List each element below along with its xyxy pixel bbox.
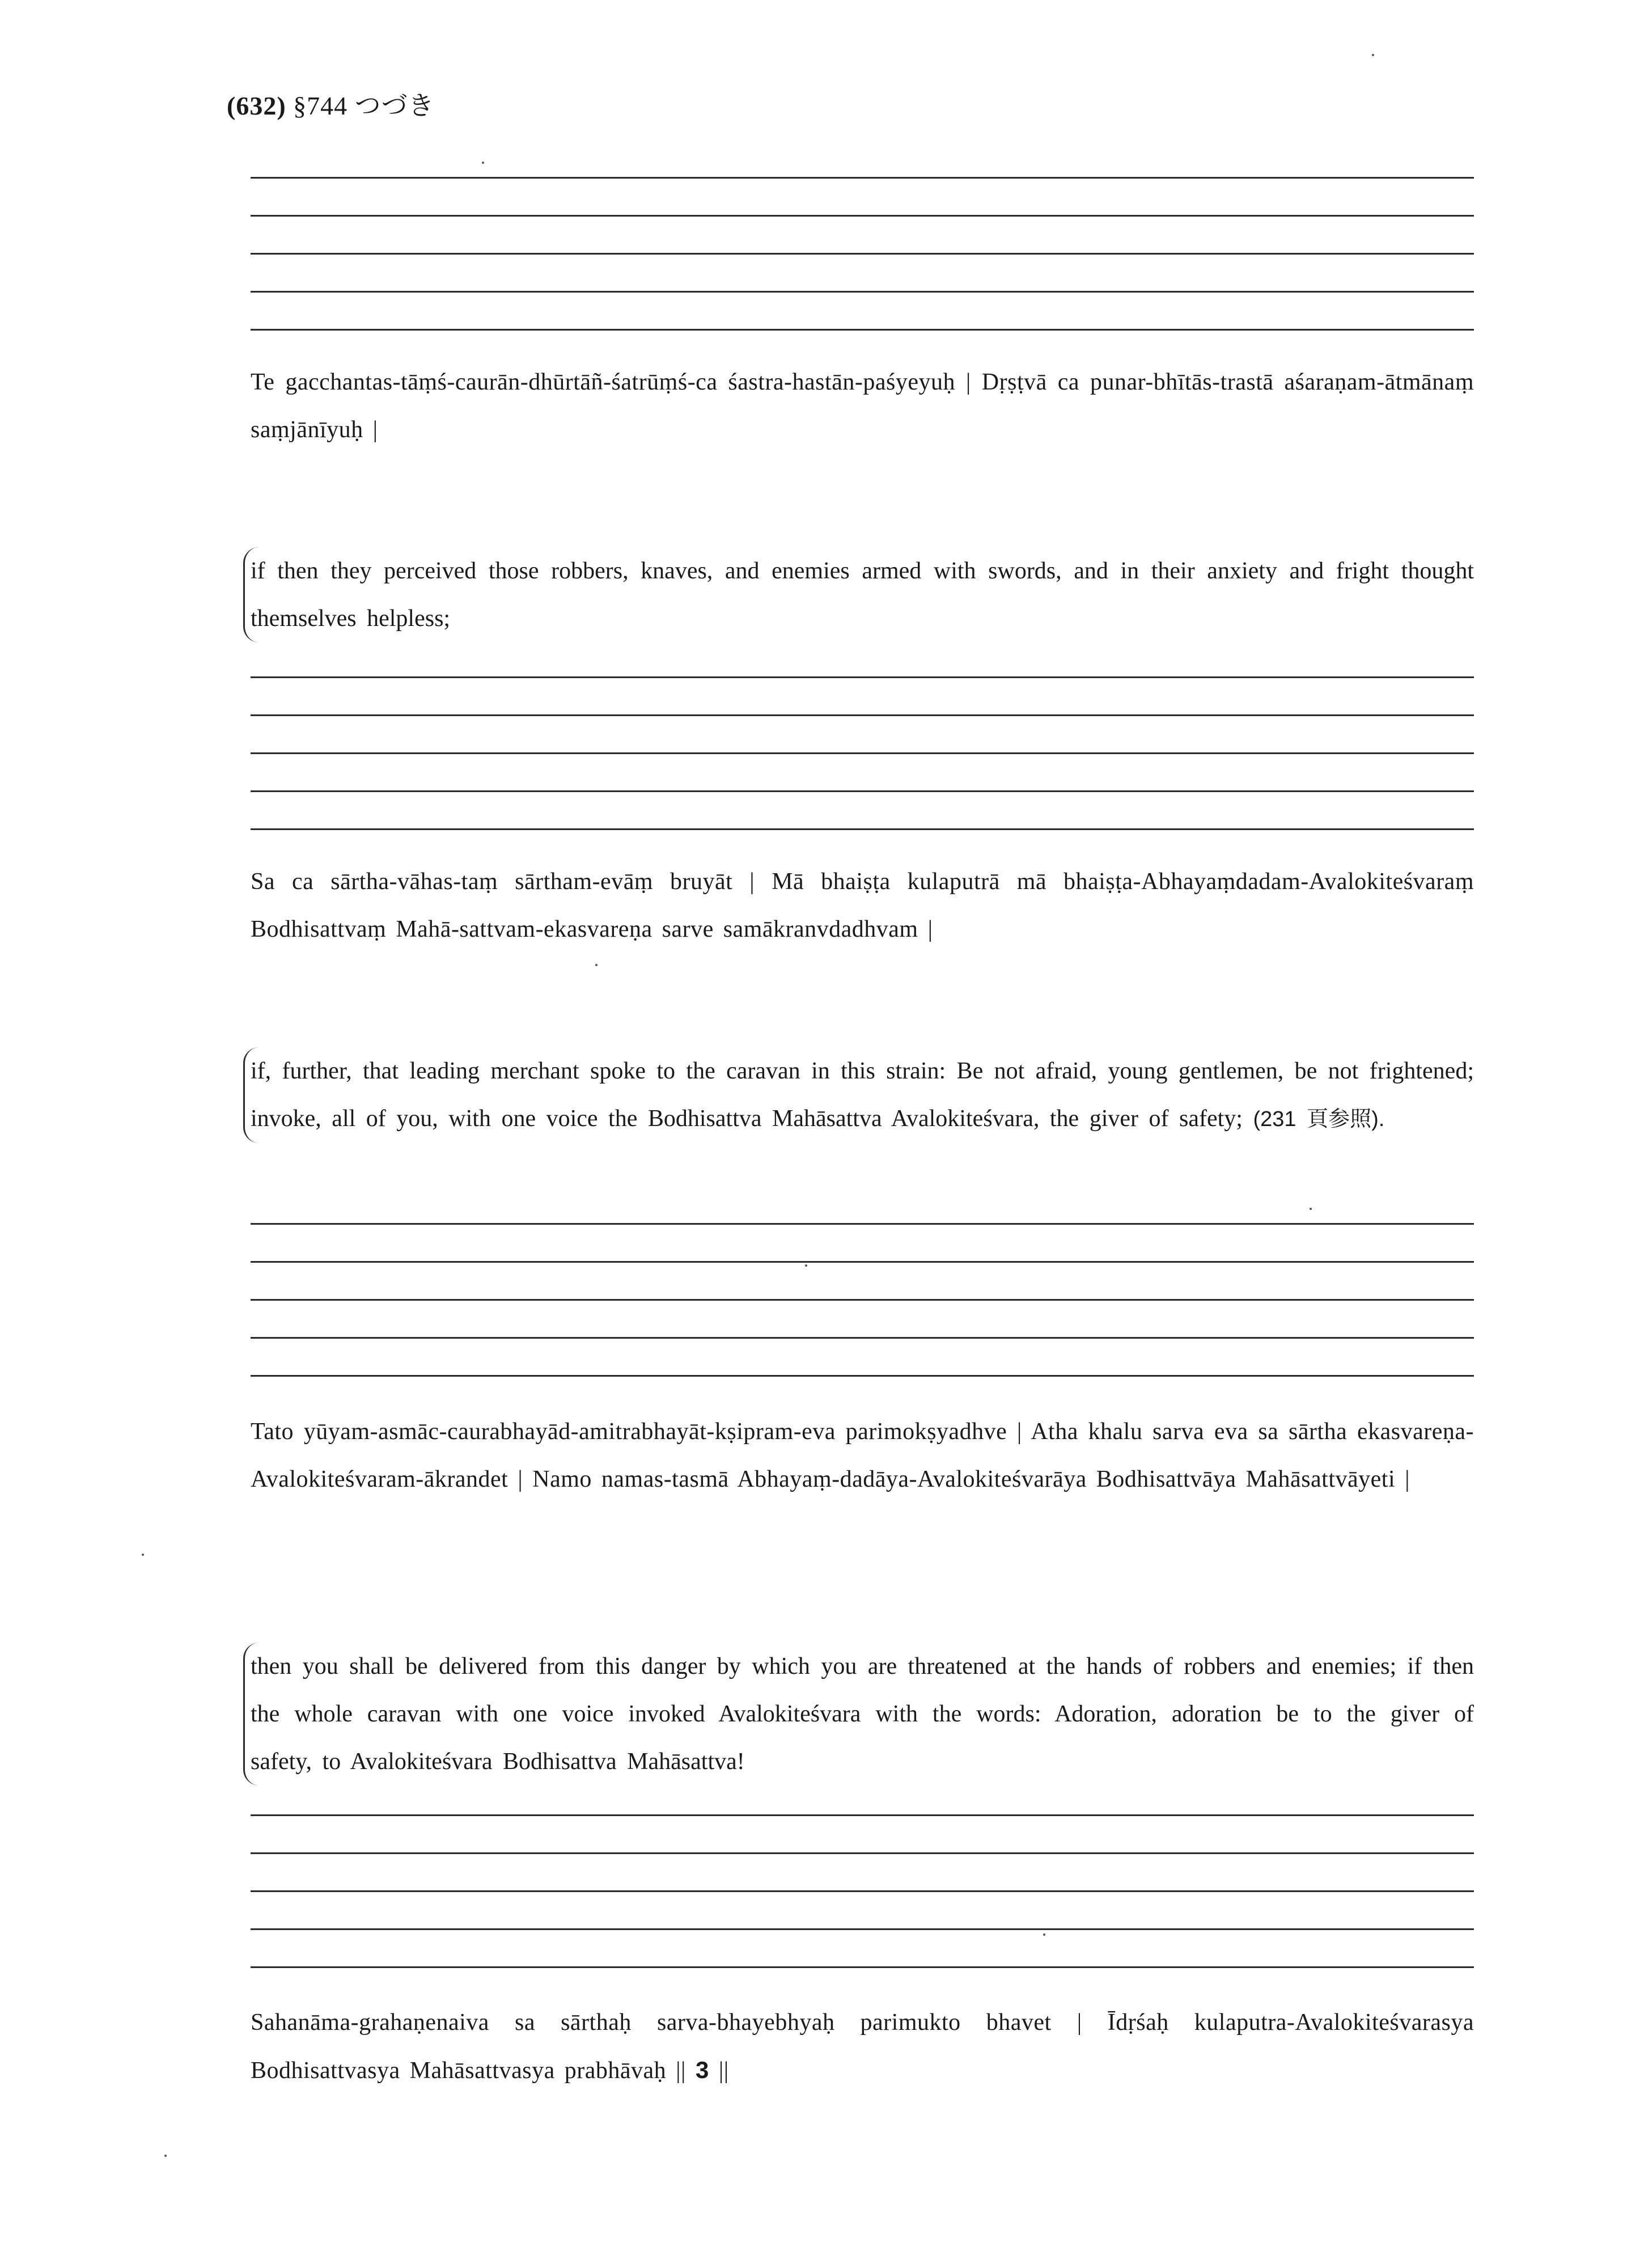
ruled-lines (251, 676, 1474, 866)
scan-speck (1372, 54, 1374, 56)
writing-line (251, 1928, 1474, 1930)
sanskrit-text: Tato yūyam-asmāc-caurabhayād-amitrabhayāt-kṣipram-eva parimokṣyadhve | Atha khalu sarva eva sa sārtha ekasvareṇa-Avalokiteśvaram-ākrandet | Namo namas-tasmā Abhayaṃ-dadāya-Avalokiteśvarāya Bodhisattvāya Mahāsattvāyeti | (251, 1419, 1474, 1492)
page-reference-note: (231 頁参照). (1253, 1107, 1385, 1131)
sanskrit-text: Sahanāma-grahaṇenaiva sa sārthaḥ sarva-bhayebhyaḥ parimukto bhavet | Īdṛśaḥ kulaputra-Avalokiteśvarasya Bodhisattvasya Mahāsattvasya prabhāvaḥ || (251, 2009, 1474, 2084)
writing-line (251, 676, 1474, 678)
writing-line (251, 790, 1474, 792)
english-translation (243, 1643, 1474, 1785)
english-translation (243, 1047, 1474, 1143)
english-translation (243, 547, 1474, 642)
scan-speck (164, 2155, 167, 2157)
page-number: (632) (227, 91, 286, 120)
writing-line (251, 1814, 1474, 1816)
ruled-lines (251, 1814, 1474, 2004)
writing-line (251, 1890, 1474, 1892)
sanskrit-passage (251, 358, 1474, 454)
sanskrit-text: Sa ca sārtha-vāhas-taṃ sārtham-evāṃ bruyāt | Mā bhaiṣṭa kulaputrā mā bhaiṣṭa-Abhayaṃdadam-Avalokiteśvaraṃ Bodhisattvaṃ Mahā-sattvam-ekasvareṇa sarve samākranvdadhvam | (251, 869, 1474, 942)
writing-line (251, 1375, 1474, 1377)
sanskrit-text: Te gacchantas-tāṃś-caurān-dhūrtāñ-śatrūṃś-ca śastra-hastān-paśyeyuḥ | Dṛṣṭvā ca punar-bhītās-trastā aśaraṇam-ātmānaṃ saṃjānīyuḥ | (251, 369, 1474, 443)
writing-line (251, 291, 1474, 293)
scan-speck (1310, 1208, 1312, 1210)
sanskrit-passage (251, 1408, 1474, 1503)
writing-line (251, 752, 1474, 754)
section-ref: §744 つづき (293, 91, 435, 120)
verse-end-mark: || (718, 2058, 729, 2084)
writing-line (251, 714, 1474, 716)
ruled-lines (251, 1223, 1474, 1413)
writing-line (251, 828, 1474, 830)
writing-line (251, 1966, 1474, 1968)
sanskrit-passage (251, 858, 1474, 953)
english-text: if then they perceived those robbers, knaves, and enemies armed with swords, and in their anxiety and fright thought themselves helpless; (251, 558, 1474, 632)
ruled-lines (251, 177, 1474, 367)
scan-speck (1043, 1933, 1045, 1936)
scan-speck (482, 162, 484, 164)
writing-line (251, 253, 1474, 255)
writing-line (251, 1261, 1474, 1263)
english-text: then you shall be delivered from this danger by which you are threatened at the hands of robbers and enemies; if then the whole caravan with one voice invoked Avalokiteśvara with the words: Adoration, adoration be to the giver of safety, to Avalokiteśvara Bodhisattva Mahāsattva! (251, 1653, 1474, 1775)
writing-line (251, 1223, 1474, 1225)
page-header (227, 85, 435, 122)
writing-line (251, 1299, 1474, 1301)
scan-speck (142, 1554, 144, 1556)
sanskrit-passage (251, 1999, 1474, 2094)
verse-number: 3 (695, 2057, 709, 2083)
scan-speck (805, 1264, 807, 1267)
writing-line (251, 1337, 1474, 1339)
writing-line (251, 215, 1474, 217)
writing-line (251, 329, 1474, 331)
english-text: if, further, that leading merchant spoke to the caravan in this strain: Be not afraid, young gentlemen, be not frightened; invoke, all of you, with one voice the Bodhisattva Mahāsattva Avalokiteśvara, the giver of safety; (251, 1058, 1474, 1132)
writing-line (251, 177, 1474, 179)
scan-speck (595, 964, 598, 966)
writing-line (251, 1852, 1474, 1854)
